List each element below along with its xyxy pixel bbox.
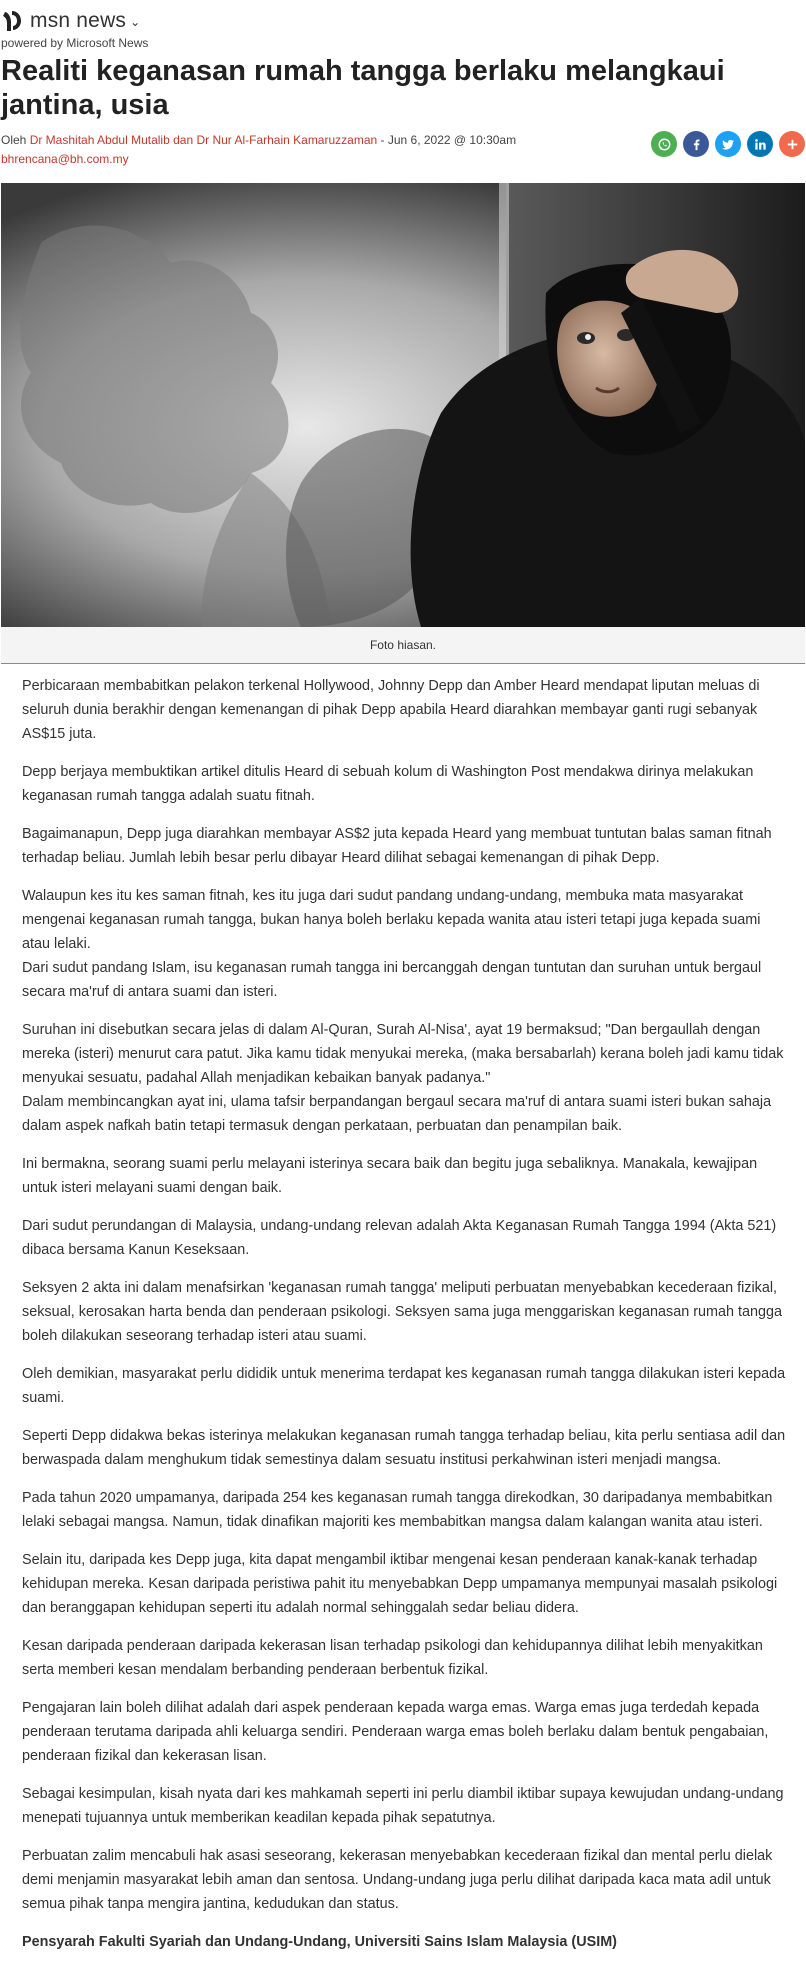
linkedin-share-button[interactable]	[747, 131, 773, 157]
article-paragraph: Seksyen 2 akta ini dalam menafsirkan 'keganasan rumah tangga' meliputi perbuatan menyebabkan kecederaan fizikal, seksual, kerosakan harta benda dan penderaan psikologi. Seksyen sama juga menggariskan keganasan rumah tangga boleh dilakukan seseorang terhadap isteri atau suami.	[22, 1280, 783, 1344]
article-headline: Realiti keganasan rumah tangga berlaku melangkaui jantina, usia	[1, 55, 725, 121]
facebook-share-button[interactable]	[683, 131, 709, 157]
article-paragraph: Suruhan ini disebutkan secara jelas di dalam Al-Quran, Surah Al-Nisa', ayat 19 bermaksud; "Dan bergaullah dengan mereka (isteri) menurut cara patut. Jika kamu tidak menyukai mereka, (maka bersabarlah) kerana boleh jadi kamu tidak menyukai sesuatu, padahal Allah menjadikan kebaikan banyak padanya." Dalam membincangkan ayat ini, ulama tafsir berpandangan bergaul secara ma'ruf di antara suami isteri bukan sahaja dalam aspek nafkah batin tetapi termasuk dengan perkataan, perbuatan dan penampilan baik.	[22, 1022, 784, 1134]
chevron-down-icon[interactable]: ⌄	[130, 15, 141, 29]
article-paragraph: Dari sudut perundangan di Malaysia, undang-undang relevan adalah Akta Keganasan Rumah Tangga 1994 (Akta 521) dibaca bersama Kanun Keseksaan.	[22, 1218, 777, 1258]
article-paragraph: Pada tahun 2020 umpamanya, daripada 254 kes keganasan rumah tangga direkodkan, 30 daripadanya membabitkan lelaki sebagai mangsa. Namun, tidak dinafikan majoriti kes membabitkan mangsa dalam kalangan wanita atau isteri.	[22, 1490, 773, 1530]
linkedin-icon	[753, 137, 768, 152]
share-buttons	[651, 131, 805, 157]
msn-brand[interactable]	[0, 8, 140, 34]
hero-photo-illustration	[1, 183, 805, 627]
article-paragraph: Walaupun kes itu kes saman fitnah, kes itu juga dari sudut pandang undang-undang, membuka mata masyarakat mengenai keganasan rumah tangga, bukan hanya boleh berlaku kepada wanita atau isteri tetapi juga kepada suami atau lelaki. Dari sudut pandang Islam, isu keganasan rumah tangga ini bercanggah dengan tuntutan dan suruhan untuk bergaul secara ma'ruf di antara suami dan isteri.	[22, 888, 762, 1000]
article-paragraph: Depp berjaya membuktikan artikel ditulis Heard di sebuah kolum di Washington Post mendakwa dirinya melakukan keganasan rumah tangga adalah suatu fitnah.	[22, 764, 754, 804]
byline-prefix: Oleh	[1, 133, 30, 147]
author-link[interactable]: Dr Mashitah Abdul Mutalib dan Dr Nur Al-Farhain Kamaruzzaman	[29, 133, 378, 147]
article-paragraph: Oleh demikian, masyarakat perlu dididik untuk menerima terdapat kes keganasan rumah tangga dilakukan isteri kepada suami.	[22, 1366, 786, 1406]
author-affiliation: Pensyarah Fakulti Syariah dan Undang-Undang, Universiti Sains Islam Malaysia (USIM)	[22, 1934, 617, 1950]
more-share-button[interactable]	[779, 131, 805, 157]
article-paragraph: Pengajaran lain boleh dilihat adalah dari aspek penderaan kepada warga emas. Warga emas juga terdedah kepada penderaan terutama daripada ahli keluarga sendiri. Penderaan warga emas boleh berlaku dalam bentuk pengabaian, penderaan fizikal dan kekerasan lisan.	[22, 1700, 769, 1764]
brand-name: msn news	[30, 9, 127, 32]
article-paragraph: Sebagai kesimpulan, kisah nyata dari kes mahkamah seperti ini perlu diambil iktibar supaya kewujudan undang-undang menepati tujuannya untuk memberikan keadilan kepada pihak sepatutnya.	[22, 1786, 784, 1826]
hero-image	[1, 183, 805, 627]
plus-icon	[785, 137, 800, 152]
article-paragraph: Selain itu, daripada kes Depp juga, kita dapat mengambil iktibar mengenai kesan penderaan kanak-kanak terhadap kehidupan mereka. Kesan daripada peristiwa pahit itu menyebabkan Depp umpamanya mempunyai masalah psikologi dan beranggapan kehidupan seperti itu adalah normal sehinggalah sedar beliau didera.	[22, 1552, 778, 1616]
article-paragraph: Seperti Depp didakwa bekas isterinya melakukan keganasan rumah tangga terhadap beliau, kita perlu sentiasa adil dan berwaspada dalam menghukum tidak semestinya dalam sesuatu institusi perkahwinan isteri menjadi mangsa.	[22, 1428, 786, 1468]
article-paragraph: Bagaimanapun, Depp juga diarahkan membayar AS$2 juta kepada Heard yang membuat tuntutan balas saman fitnah terhadap beliau. Jumlah lebih besar perlu dibayar Heard dilihat sebagai kemenangan di pihak Depp.	[22, 826, 772, 866]
article-paragraph: Kesan daripada penderaan daripada kekerasan lisan terhadap psikologi dan kehidupannya dilihat lebih menyakitkan serta memberi kesan mendalam berbanding penderaan berbentuk fizikal.	[22, 1638, 763, 1678]
author-email[interactable]: bhrencana@bh.com.my	[1, 152, 129, 166]
publish-date: - Jun 6, 2022 @ 10:30am	[377, 133, 517, 147]
article-paragraph: Ini bermakna, seorang suami perlu melayani isterinya secara baik dan begitu juga sebaliknya. Manakala, kewajipan untuk isteri melayani suami dengan baik.	[22, 1156, 758, 1196]
whatsapp-share-button[interactable]	[651, 131, 677, 157]
image-caption: Foto hiasan.	[1, 627, 805, 664]
byline	[1, 131, 516, 169]
article-paragraph: Perbuatan zalim mencabuli hak asasi seseorang, kekerasan menyebabkan kecederaan fizikal dan mental perlu dielak demi menjamin masyarakat lebih aman dan sentosa. Undang-undang juga perlu dilihat daripada kaca mata adil untuk semua pihak tanpa mengira jantina, kedudukan dan status.	[22, 1848, 773, 1912]
twitter-icon	[721, 137, 736, 152]
powered-by: powered by Microsoft News	[1, 36, 149, 50]
facebook-icon	[689, 137, 704, 152]
msn-logo-icon	[2, 9, 24, 33]
article-body	[22, 674, 792, 1968]
whatsapp-icon	[657, 137, 672, 152]
twitter-share-button[interactable]	[715, 131, 741, 157]
article-paragraph: Perbicaraan membabitkan pelakon terkenal Hollywood, Johnny Depp dan Amber Heard mendapat liputan meluas di seluruh dunia berakhir dengan kemenangan di pihak Depp apabila Heard diarahkan membayar ganti rugi sebanyak AS$15 juta.	[22, 678, 760, 742]
